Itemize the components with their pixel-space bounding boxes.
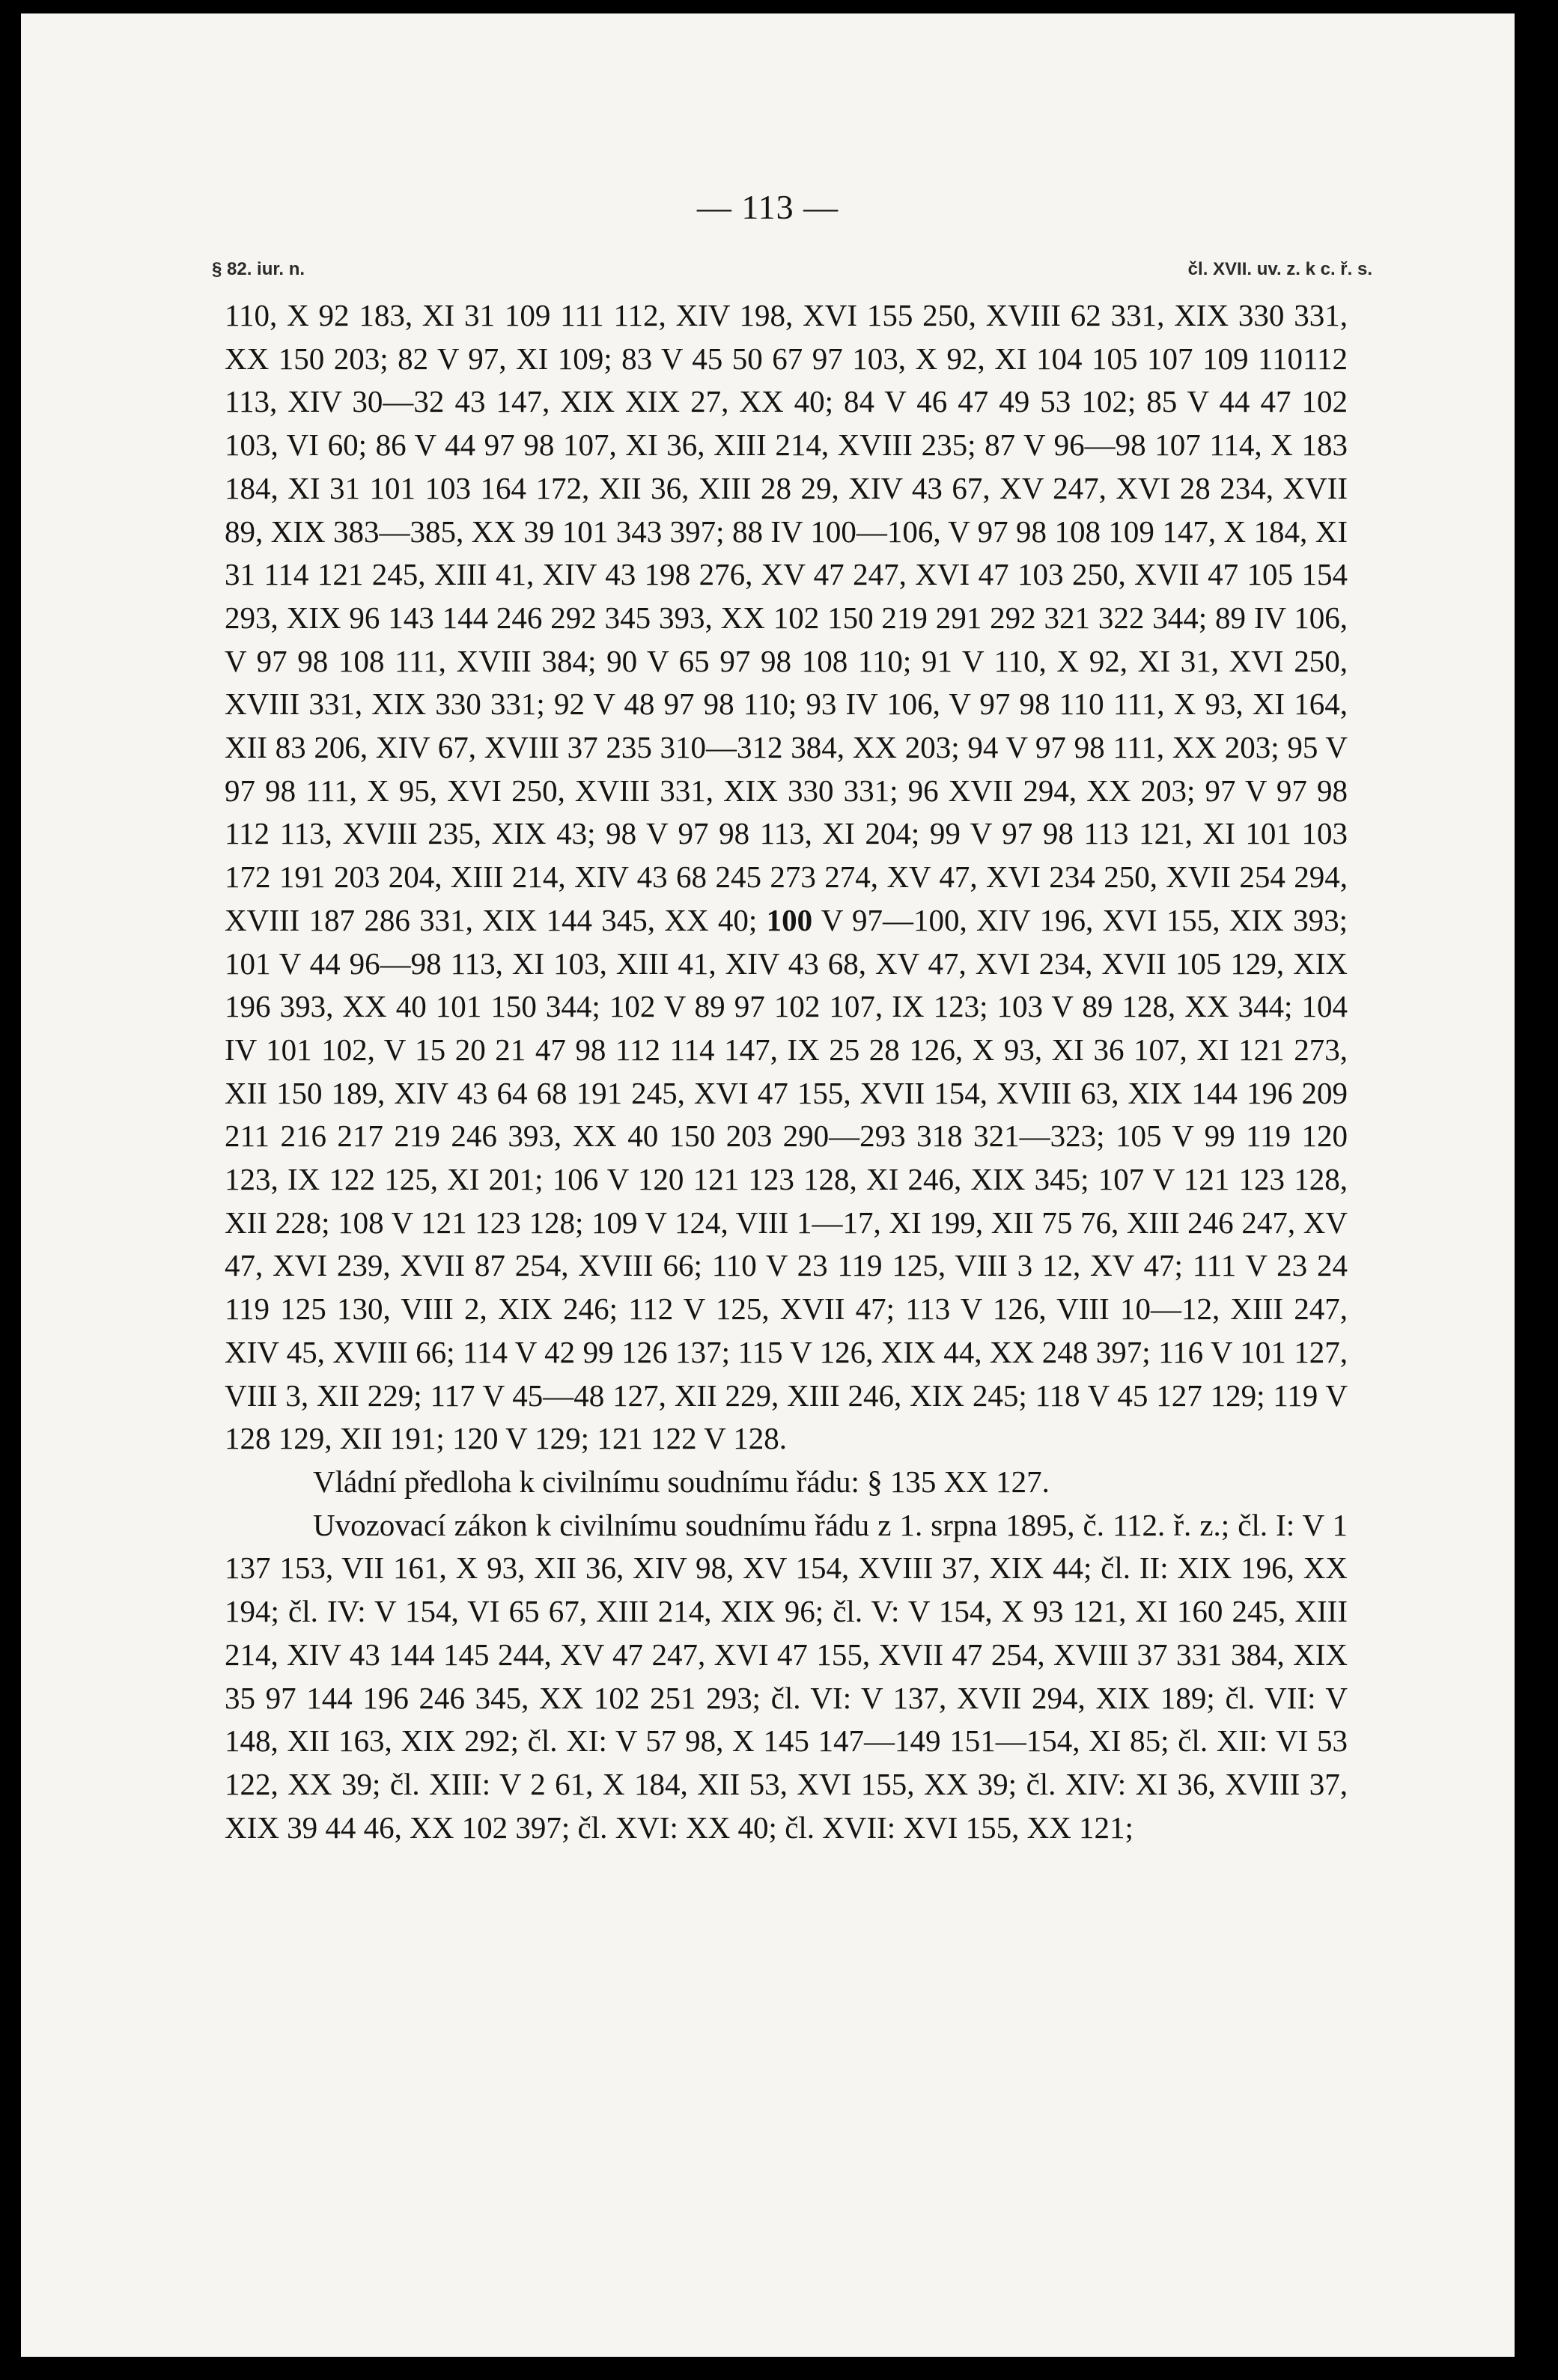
index-paragraph-uvozovaci-zakon: Uvozovací zákon k civilnímu soudnímu řádu z 1. srpna 1895, č. 112. ř. z.; čl. I: V 1 137 153, VII 161, X 93, XII 36, XIV 98, XV 154, XVIII 37, XIX 44; čl. II: XIX 196, XX 194; čl. IV: V 154, VI 65 67, XIII 214, XIX 96; čl. V: V 154, X 93 121, XI 160 245, XIII 214, XIV 43 144 145 244, XV 47 247, XVI 47 155, XVII 47 254, XVIII 37 331 384, XIX 35 97 144 196 246 345, XX 102 251 293; čl. VI: V 137, XVII 294, XIX 189; čl. VII: V 148, XII 163, XIX 292; čl. XI: V 57 98, X 145 147—149 151—154, XI 85; čl. XII: VI 53 122, XX 39; čl. XIII: V 2 61, X 184, XII 53, XVI 155, XX 39; čl. XIV: XI 36, XVIII 37, XIX 39 44 46, XX 102 397; čl. XVI: XX 40; čl. XVII: XVI 155, XX 121; [225,1507,1348,1845]
index-paragraph-continued [225,294,1348,1461]
index-bold-entry: 100 [766,902,813,937]
book-page [21,13,1515,2357]
running-head-right: čl. XVII. uv. z. k c. ř. s. [1187,259,1372,279]
index-body [225,294,1348,1849]
index-text-part-b: V 97—100, XIV 196, XVI 155, XIX 393; 101 V 44 96—98 113, XI 103, XIII 41, XIV 43 68, XV 47, XVI 234, XVII 105 129, XIX 196 393, XX 40 101 150 344; 102 V 89 97 102 107, IX 123; 103 V 89 128, XX 344; 104 IV 101 102, V 15 20 21 47 98 112 114 147, IX 25 28 126, X 93, XI 36 107, XI 121 273, XII 150 189, XIV 43 64 68 191 245, XVI 47 155, XVII 154, XVIII 63, XIX 144 196 209 211 216 217 219 246 393, XX 40 150 203 290—293 318 321—323; 105 V 99 119 120 123, IX 122 125, XI 201; 106 V 120 121 123 128, XI 246, XIX 345; 107 V 121 123 128, XII 228; 108 V 121 123 128; 109 V 124, VIII 1—17, XI 199, XII 75 76, XIII 246 247, XV 47, XVI 239, XVII 87 254, XVIII 66; 110 V 23 119 125, VIII 3 12, XV 47; 111 V 23 24 119 125 130, VIII 2, XIX 246; 112 V 125, XVII 47; 113 V 126, VIII 10—12, XIII 247, XIV 45, XVIII 66; 114 V 42 99 126 137; 115 V 126, XIX 44, XX 248 397; 116 V 101 127, VIII 3, XII 229; 117 V 45—48 127, XII 229, XIII 246, XIX 245; 118 V 45 127 129; 119 V 128 129, XII 191; 120 V 129; 121 122 V 128. [225,902,1348,1456]
index-text-part-a: 110, X 92 183, XI 31 109 111 112, XIV 198, XVI 155 250, XVIII 62 331, XIX 330 331, XX 150 203; 82 V 97, XI 109; 83 V 45 50 67 97 103, X 92, XI 104 105 107 109 110112 113, XIV 30—32 43 147, XIX XIX 27, XX 40; 84 V 46 47 49 53 102; 85 V 44 47 102 103, VI 60; 86 V 44 97 98 107, XI 36, XIII 214, XVIII 235; 87 V 96—98 107 114, X 183 184, XI 31 101 103 164 172, XII 36, XIII 28 29, XIV 43 67, XV 247, XVI 28 234, XVII 89, XIX 383—385, XX 39 101 343 397; 88 IV 100—106, V 97 98 108 109 147, X 184, XI 31 114 121 245, XIII 41, XIV 43 198 276, XV 47 247, XVI 47 103 250, XVII 47 105 154 293, XIX 96 143 144 246 292 345 393, XX 102 150 219 291 292 321 322 344; 89 IV 106, V 97 98 108 111, XVIII 384; 90 V 65 97 98 108 110; 91 V 110, X 92, XI 31, XVI 250, XVIII 331, XIX 330 331; 92 V 48 97 98 110; 93 IV 106, V 97 98 110 111, X 93, XI 164, XII 83 206, XIV 67, XVIII 37 235 310—312 384, XX 203; 94 V 97 98 111, XX 203; 95 V 97 98 111, X 95, XVI 250, XVIII 331, XIX 330 331; 96 XVII 294, XX 203; 97 V 97 98 112 113, XVIII 235, XIX 43; 98 V 97 98 113, XI 204; 99 V 97 98 113 121, XI 101 103 172 191 203 204, XIII 214, XIV 43 68 245 273 274, XV 47, XVI 234 250, XVII 254 294, XVIII 187 286 331, XIX 144 345, XX 40; [225,298,1348,937]
index-paragraph-vladni-predloha: Vládní předloha k civilnímu soudnímu řádu: § 135 XX 127. [313,1464,1050,1499]
running-head-left: § 82. iur. n. [212,259,305,279]
page-number: — 113 — [696,188,839,226]
